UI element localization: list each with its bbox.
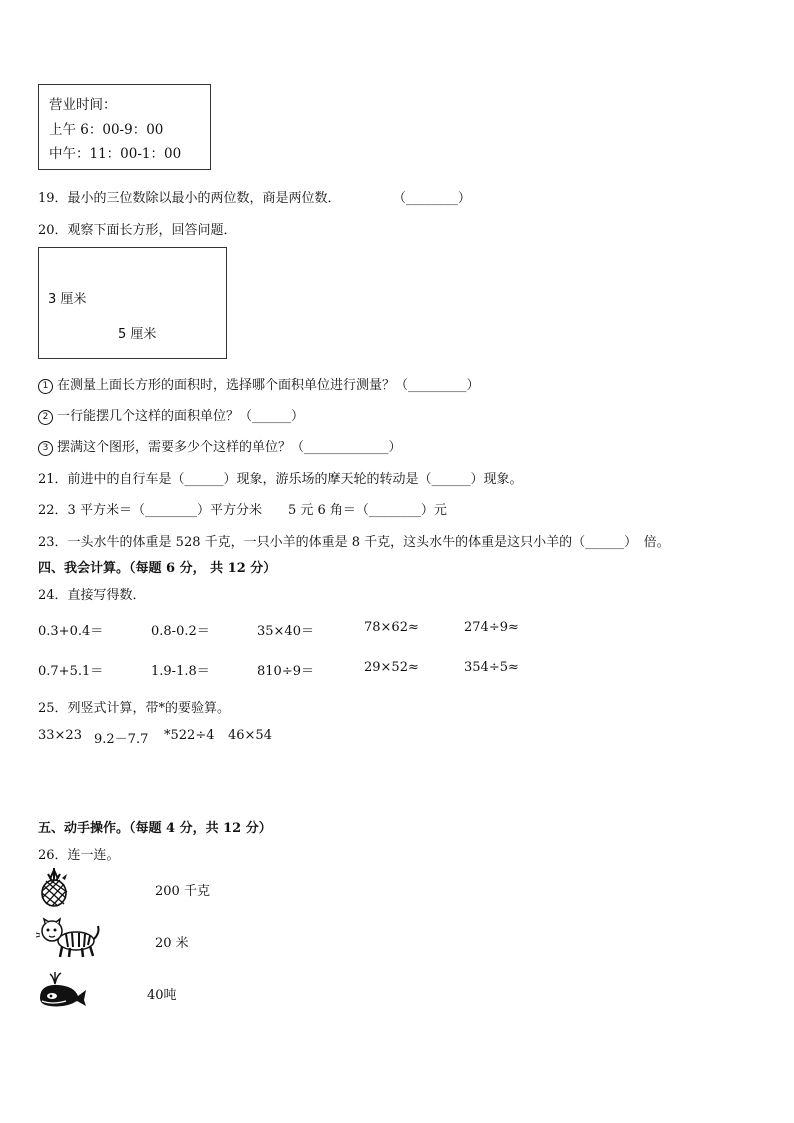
label-40t[interactable]: 40吨 — [147, 988, 177, 1003]
calc-item: 354÷5≈ — [464, 660, 519, 675]
tiger-icon — [36, 917, 102, 959]
circled-number: 3 — [38, 441, 53, 456]
label-20m[interactable]: 20 米 — [155, 936, 189, 951]
circled-number: 1 — [38, 379, 53, 394]
sub-question-text: 摆满这个图形，需要多少个这样的单位？（_____________） — [57, 440, 402, 455]
question-22: 22．3 平方米＝（________）平方分米 5 元 6 角＝（________）元 — [38, 503, 447, 518]
calc-item: 0.8-0.2＝ — [151, 624, 210, 639]
calc-item: 274÷9≈ — [464, 620, 519, 635]
label-200kg[interactable]: 200 千克 — [155, 884, 210, 899]
rect-length-label: 5 厘米 — [118, 327, 157, 342]
calc-item: 35×40＝ — [257, 624, 314, 639]
section-5-title: 五、动手操作。（每题 4 分，共 12 分） — [38, 821, 272, 836]
calc-item: 29×52≈ — [364, 660, 419, 675]
hours-title: 营业时间： — [49, 97, 117, 113]
rect-width-label: 3 厘米 — [48, 292, 87, 307]
question-20-sub-3 — [38, 436, 402, 456]
question-20-sub-1 — [38, 374, 480, 394]
pineapple-icon — [36, 868, 72, 908]
question-25: 25．列竖式计算，带*的要验算。 — [38, 701, 231, 716]
business-hours-box — [38, 84, 211, 170]
calc-item: 810÷9＝ — [257, 664, 314, 679]
question-23: 23．一头水牛的体重是 528 千克，一只小羊的体重是 8 千克，这头水牛的体重是这只小羊的（______） 倍。 — [38, 535, 670, 550]
sub-question-text: 在测量上面长方形的面积时，选择哪个面积单位进行测量？（_________） — [57, 378, 480, 393]
circled-number: 2 — [38, 410, 53, 425]
calc-item: 0.7+5.1＝ — [38, 664, 104, 679]
question-19 — [38, 187, 471, 206]
calc-item: 1.9-1.8＝ — [151, 664, 210, 679]
question-24: 24．直接写得数． — [38, 588, 146, 603]
sub-question-text: 一行能摆几个这样的面积单位？（______） — [57, 409, 305, 424]
hours-noon: 中午：11：00-1：00 — [49, 146, 182, 162]
calc-item: 78×62≈ — [364, 620, 419, 635]
whale-icon — [36, 970, 88, 1010]
rectangle-figure — [38, 247, 227, 359]
section-4-title: 四、我会计算。（每题 6 分， 共 12 分） — [38, 561, 277, 576]
vertical-calc-item: 9.2－7.7 — [94, 732, 149, 747]
question-20-sub-2 — [38, 405, 304, 425]
vertical-calc-item: 33×23 — [38, 728, 82, 743]
hours-morning: 上午 6：00-9：00 — [49, 122, 164, 138]
question-20: 20．观察下面长方形，回答问题． — [38, 223, 237, 238]
vertical-calc-item: *522÷4 — [164, 728, 215, 743]
vertical-calc-item: 46×54 — [228, 728, 272, 743]
question-26: 26．连一连。 — [38, 848, 120, 863]
question-19-blank[interactable]: （________） — [392, 191, 471, 206]
question-21: 21．前进中的自行车是（______）现象，游乐场的摩天轮的转动是（______）现象。 — [38, 472, 523, 487]
calc-item: 0.3+0.4＝ — [38, 624, 104, 639]
question-19-text: 19．最小的三位数除以最小的两位数，商是两位数． — [38, 191, 341, 206]
